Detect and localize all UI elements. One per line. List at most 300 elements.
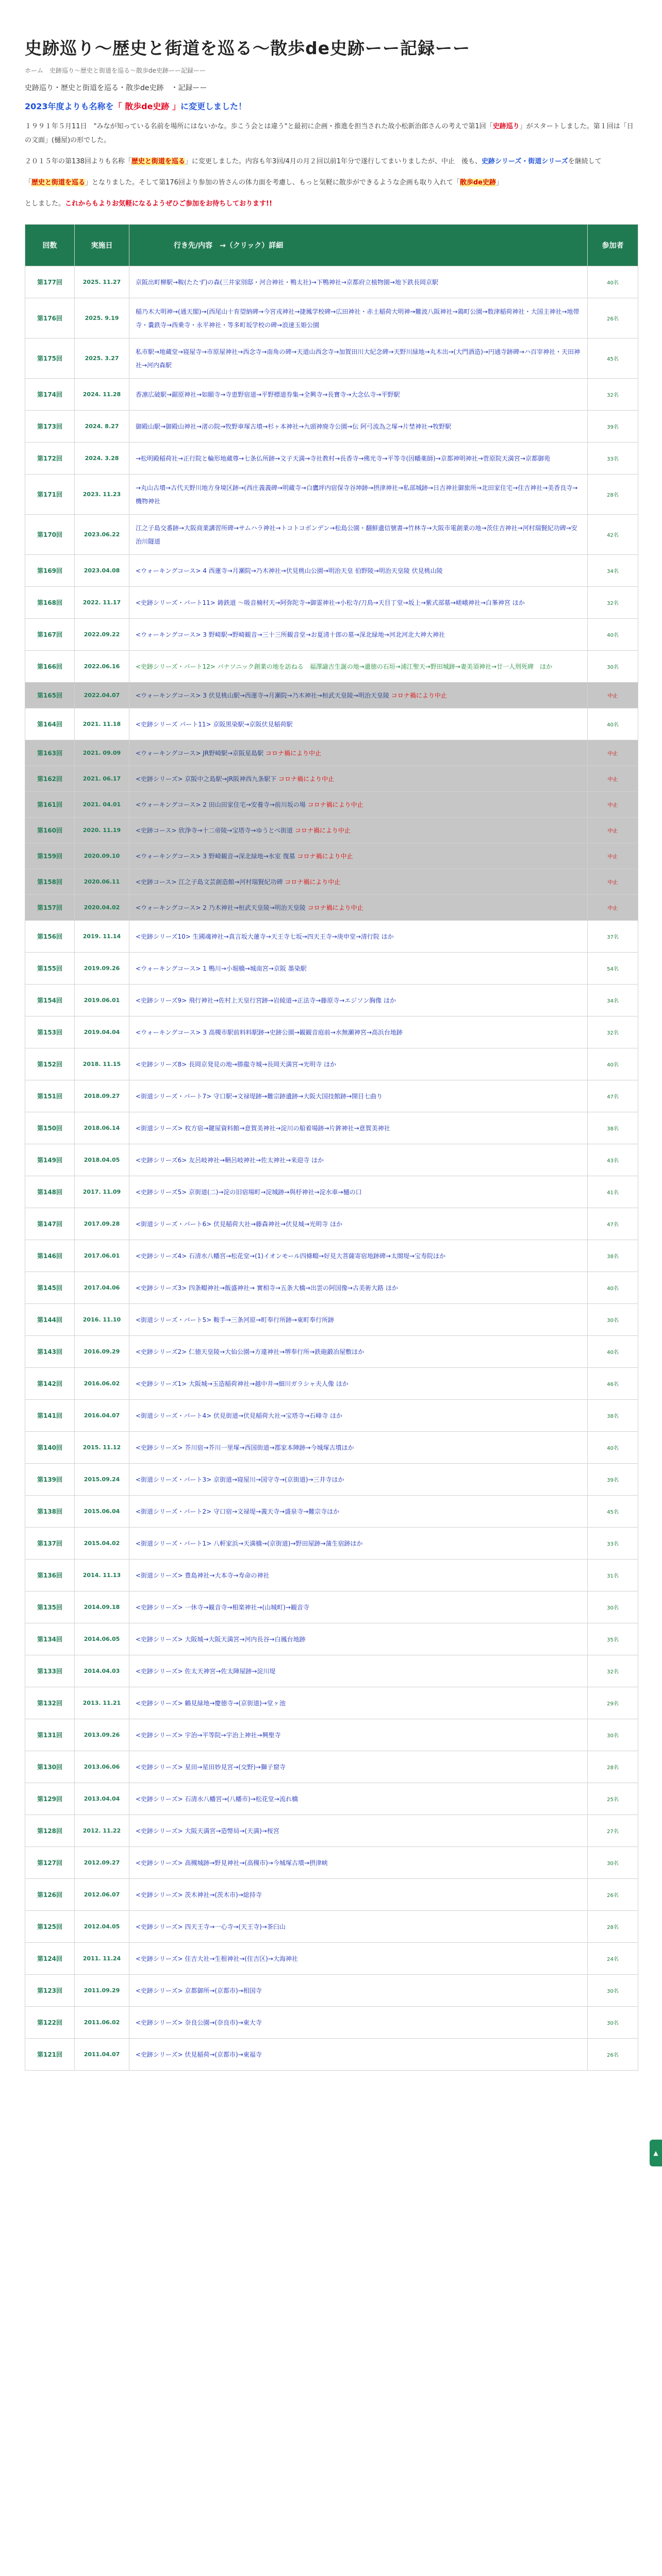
row-destination-link[interactable] (129, 985, 588, 1016)
row-date: 2012. 11.22 (75, 1815, 129, 1847)
row-date: 2020.04.02 (75, 895, 129, 921)
row-destination-link[interactable] (129, 1336, 588, 1368)
row-destination-text: <史跡シリーズ6> 友呂岐神社→鞆呂岐神社→佐太神社→来迎寺 ほか (136, 1156, 324, 1164)
para4-b: これからもよりお気軽になるようぜひご参加をお待ちしております!! (65, 200, 272, 208)
row-number: 第176回 (25, 298, 75, 338)
table-row[interactable] (25, 1272, 638, 1304)
row-participants: 28名 (588, 1911, 638, 1943)
row-destination-link[interactable] (129, 1655, 588, 1687)
table-row[interactable] (25, 443, 638, 474)
row-destination-link[interactable] (129, 619, 588, 651)
table-row[interactable] (25, 1687, 638, 1719)
row-participants: 40名 (588, 708, 638, 740)
table-row[interactable] (25, 1655, 638, 1687)
row-destination-link[interactable] (129, 766, 588, 792)
row-destination-text: 香凛広破駅→鋸原神社→如願寺→寺恵野宿道→平野標道券集→全興寺→長寶寺→大念仏寺→平野駅 (136, 391, 400, 398)
table-row[interactable] (25, 1336, 638, 1368)
row-destination-text: <史跡シリーズ> 京阪中之島駅→JR阪神西九条駅下 (136, 775, 277, 783)
row-destination-link[interactable] (129, 869, 588, 895)
row-destination-text: <街道シリーズ> 豊島神社→大本寺→寿命の神社 (136, 1571, 270, 1579)
row-destination-link[interactable] (129, 1080, 588, 1112)
row-date: 2015. 11.12 (75, 1432, 129, 1464)
table-row[interactable] (25, 1112, 638, 1144)
row-participants: 42名 (588, 515, 638, 555)
row-participants: 32名 (588, 587, 638, 619)
row-destination-link[interactable] (129, 1623, 588, 1655)
row-date: 2014.09.18 (75, 1591, 129, 1623)
row-destination-link[interactable] (129, 1144, 588, 1176)
para3-b: 歴史と街道を巡る (31, 179, 86, 187)
row-number: 第166回 (25, 651, 75, 683)
table-row[interactable] (25, 515, 638, 555)
row-destination-text: <街道シリーズ・パート6> 伏見稲荷大社→藤森神社→伏見城→光明寺 ほか (136, 1220, 342, 1228)
row-participants: 中止 (588, 818, 638, 843)
row-destination-link[interactable] (129, 1240, 588, 1272)
table-row[interactable] (25, 1496, 638, 1528)
table-row[interactable] (25, 1783, 638, 1815)
row-destination-link[interactable] (129, 1272, 588, 1304)
table-row[interactable] (25, 266, 638, 298)
table-row[interactable] (25, 766, 638, 792)
row-number: 第130回 (25, 1751, 75, 1783)
row-destination-link[interactable] (129, 1208, 588, 1240)
row-cancel-note: コロナ禍により中止 (391, 691, 447, 699)
row-participants: 26名 (588, 1879, 638, 1911)
row-destination-link[interactable] (129, 708, 588, 740)
row-destination-link[interactable] (129, 1464, 588, 1496)
row-number: 第142回 (25, 1368, 75, 1400)
row-participants: 33名 (588, 1528, 638, 1560)
row-destination-link[interactable] (129, 515, 588, 555)
row-date: 2025. 3.27 (75, 338, 129, 379)
row-number: 第157回 (25, 895, 75, 921)
row-participants: 中止 (588, 766, 638, 792)
row-destination-link[interactable] (129, 411, 588, 443)
row-destination-link[interactable] (129, 474, 588, 515)
row-destination-text: <史跡シリーズ> 一休寺→観音寺→相楽神社→(山城町)→観音寺 (136, 1603, 309, 1611)
row-date: 2021. 06.17 (75, 766, 129, 792)
row-date: 2025. 9.19 (75, 298, 129, 338)
row-participants: 38名 (588, 1400, 638, 1432)
table-row[interactable] (25, 740, 638, 766)
row-date: 2021. 09.09 (75, 740, 129, 766)
row-number: 第140回 (25, 1432, 75, 1464)
row-cancel-note: コロナ禍により中止 (278, 775, 335, 783)
row-destination-text: <史跡コース> 江之子島文芸創造館→河村瑞賢紀功碑 (136, 878, 283, 886)
row-number: 第168回 (25, 587, 75, 619)
row-destination-text: 江之子島交番跡→大阪商業講習所碑→サムハラ神社→トコトコボンデン→松島公園・翻鮮遺信號書→竹林寺→大阪市電創業の地→茨住吉神社→河村瑞賢紀功碑→安治川隧道 (136, 524, 577, 545)
row-date: 2023. 11.23 (75, 474, 129, 515)
row-participants: 43名 (588, 1144, 638, 1176)
table-row[interactable] (25, 792, 638, 818)
para2-c: 」に変更しました。内容も年3回/4月の月２回以前1年分で遂行してまいりましたが、中止 後も、 (185, 158, 482, 165)
row-participants: 41名 (588, 1176, 638, 1208)
table-row[interactable] (25, 1975, 638, 2007)
row-date: 2019.09.26 (75, 953, 129, 985)
row-number: 第144回 (25, 1304, 75, 1336)
row-destination-link[interactable] (129, 1112, 588, 1144)
row-participants: 28名 (588, 474, 638, 515)
table-row[interactable] (25, 298, 638, 338)
table-row[interactable] (25, 619, 638, 651)
table-row[interactable] (25, 555, 638, 587)
row-destination-text: <街道シリーズ・パート1> 八軒家浜→天満橋→(京街道)→野田屋跡→蒲生宿跡ほか (136, 1539, 363, 1547)
row-destination-link[interactable] (129, 1943, 588, 1975)
row-participants: 26名 (588, 2039, 638, 2071)
row-number: 第146回 (25, 1240, 75, 1272)
row-participants: 32名 (588, 379, 638, 411)
table-row[interactable] (25, 1304, 638, 1336)
para2-e: を継続して (568, 158, 602, 165)
table-row[interactable] (25, 651, 638, 683)
row-destination-text: →松明殿稲荷社→正行院と輪形地蔵尊→七条仏所跡→文子天満→寺社教村→長香寺→佛光寺→平等寺(因幡薬師)→京都神明神社→菅原院天満宮→京都御苑 (136, 454, 550, 462)
row-destination-link[interactable] (129, 1783, 588, 1815)
row-participants: 32名 (588, 1016, 638, 1048)
table-row[interactable] (25, 921, 638, 953)
row-number: 第161回 (25, 792, 75, 818)
row-date: 2011.06.02 (75, 2007, 129, 2039)
row-destination-text: <史跡シリーズ> 鶴見緑地→慶徳寺→(京街道)→堂ヶ池 (136, 1699, 286, 1707)
row-participants: 38名 (588, 1112, 638, 1144)
table-row[interactable] (25, 1176, 638, 1208)
row-destination-link[interactable] (129, 953, 588, 985)
row-destination-link[interactable] (129, 1016, 588, 1048)
table-row[interactable] (25, 338, 638, 379)
scroll-top-button[interactable]: ▲ (650, 2140, 662, 2166)
row-destination-text: <ウォーキングコース> 3 伏見桃山駅→西運寺→月瀬院→乃木神社→桓武天皇陵→明治天皇陵 (136, 691, 389, 699)
row-date: 2019. 11.14 (75, 921, 129, 953)
table-row[interactable] (25, 1368, 638, 1400)
row-date: 2018.09.27 (75, 1080, 129, 1112)
row-destination-link[interactable] (129, 895, 588, 921)
row-participants: 30名 (588, 2007, 638, 2039)
row-date: 2011. 11.24 (75, 1943, 129, 1975)
row-participants: 30名 (588, 1975, 638, 2007)
para2-b: 歴史と街道を巡る (131, 158, 185, 165)
row-destination-link[interactable] (129, 792, 588, 818)
table-row[interactable] (25, 1943, 638, 1975)
row-participants: 中止 (588, 843, 638, 869)
row-date: 2021. 11.18 (75, 708, 129, 740)
row-destination-link[interactable] (129, 1560, 588, 1591)
row-destination-link[interactable] (129, 1368, 588, 1400)
page-title: 史跡巡り～歴史と街道を巡る～散歩de史跡ーー記録ーー (25, 38, 471, 58)
row-destination-text: <史跡シリーズ10> 生國魂神社→真言坂大蓮寺→天王寺七坂→四天王寺→庚申堂→清行院 ほか (136, 933, 394, 940)
row-destination-link[interactable] (129, 740, 588, 766)
row-date: 2016. 11.10 (75, 1304, 129, 1336)
row-number: 第122回 (25, 2007, 75, 2039)
row-destination-link[interactable] (129, 379, 588, 411)
para1-a: １９９１年５月11日 "みなが知っている名前を場所にはないかな。歩こう会とは違う"と最初に企画・推進を担当された故小松新治郎さんの考えで第1回「 (25, 123, 493, 130)
row-destination-link[interactable] (129, 587, 588, 619)
table-row[interactable] (25, 843, 638, 869)
row-number: 第164回 (25, 708, 75, 740)
para1-b: 史跡巡り (492, 123, 520, 130)
table-row[interactable] (25, 1144, 638, 1176)
row-participants: 45名 (588, 338, 638, 379)
row-number: 第169回 (25, 555, 75, 587)
row-destination-text: <史跡シリーズ> 星田→星田妙見宮→(交野)→獅子窟寺 (136, 1763, 286, 1771)
row-destination-link[interactable] (129, 1847, 588, 1879)
table-row[interactable] (25, 818, 638, 843)
row-date: 2011.04.07 (75, 2039, 129, 2071)
row-destination-text: <街道シリーズ・パート2> 守口宿→文禄堤→義天寺→盛泉寺→難宗寺ほか (136, 1507, 340, 1515)
row-destination-text: <史跡シリーズ> 石清水八幡宮→(八幡市)→松花堂→流れ橋 (136, 1795, 298, 1803)
row-cancel-note: コロナ禍により中止 (266, 749, 322, 757)
row-destination-link[interactable] (129, 921, 588, 953)
row-participants: 34名 (588, 985, 638, 1016)
row-destination-text: <ウォーキングコース> 3 野崎駅→野崎観音→三十三所観音堂→お夏清十郎の墓→深北緑地→河北河北大神大神社 (136, 631, 445, 638)
para3-c: 」となりました。そして第176回より参加の皆さんの体力面を考慮し、もっと気軽に散歩ができるような企画も取り入れて「 (85, 179, 460, 187)
row-destination-link[interactable] (129, 843, 588, 869)
row-destination-link[interactable] (129, 1591, 588, 1623)
row-destination-text: →丸山古墳→古代天野川地方身境区跡→(西庄義義碑→明蔵寺→白鷹坪内宿保寺谷坤跡→摂津神社→私部城跡→日吉神社御旅所→北田家住宅→住吉神社→美香良寺→機物神社 (136, 484, 578, 505)
row-number: 第126回 (25, 1879, 75, 1911)
row-cancel-note: コロナ禍により中止 (285, 878, 341, 886)
row-date: 2013.06.06 (75, 1751, 129, 1783)
table-row[interactable] (25, 1560, 638, 1591)
row-destination-link[interactable] (129, 1048, 588, 1080)
table-row[interactable] (25, 474, 638, 515)
table-row[interactable] (25, 869, 638, 895)
row-date: 2020.09.10 (75, 843, 129, 869)
row-date: 2017.04.06 (75, 1272, 129, 1304)
table-row[interactable] (25, 411, 638, 443)
table-row[interactable] (25, 1048, 638, 1080)
announce-highlight: 「 散歩de史跡 」 (113, 101, 180, 111)
row-number: 第127回 (25, 1847, 75, 1879)
row-participants: 40名 (588, 266, 638, 298)
row-destination-text: <ウォーキングコース> 4 西蓮寺→月瀬院→乃木神社→伏見桃山公園→明治天皇 伯野陵→明治天皇陵 伏見桃山陵 (136, 567, 443, 574)
row-number: 第123回 (25, 1975, 75, 2007)
row-destination-text: <史跡シリーズ・パート12> バナソニック創業の地を訪ねる 福澤諭吉生誕の地→遺徳の石垣→浦江聖天→野田城跡→妻美須神社→廿一人刑死碑 ほか (136, 663, 553, 670)
table-row[interactable] (25, 1528, 638, 1560)
row-number: 第171回 (25, 474, 75, 515)
row-date: 2020.06.11 (75, 869, 129, 895)
row-destination-text: <ウォーキングコース> JR野崎駅→京阪星島駅 (136, 749, 264, 757)
row-number: 第124回 (25, 1943, 75, 1975)
table-row[interactable] (25, 1719, 638, 1751)
row-number: 第153回 (25, 1016, 75, 1048)
row-date: 2011.09.29 (75, 1975, 129, 2007)
row-cancel-note: コロナ禍により中止 (297, 852, 353, 860)
row-number: 第143回 (25, 1336, 75, 1368)
row-number: 第174回 (25, 379, 75, 411)
table-row[interactable] (25, 1591, 638, 1623)
row-participants: 30名 (588, 1719, 638, 1751)
table-row[interactable] (25, 1240, 638, 1272)
row-participants: 28名 (588, 1751, 638, 1783)
row-number: 第158回 (25, 869, 75, 895)
table-body (25, 266, 638, 2071)
row-participants: 39名 (588, 411, 638, 443)
table-row[interactable] (25, 2007, 638, 2039)
row-date: 2014.06.05 (75, 1623, 129, 1655)
row-destination-link[interactable] (129, 1879, 588, 1911)
table-row[interactable] (25, 1751, 638, 1783)
row-destination-text: <史跡シリーズ> 住吉大社→生根神社→(住吉区)→大海神社 (136, 1955, 298, 1962)
row-destination-link[interactable] (129, 1432, 588, 1464)
header-date: 実施日 (75, 225, 129, 266)
row-cancel-note: コロナ禍により中止 (307, 801, 363, 808)
row-number: 第133回 (25, 1655, 75, 1687)
row-date: 2013.04.04 (75, 1783, 129, 1815)
header-no: 回数 (25, 225, 75, 266)
row-date: 2012.06.07 (75, 1879, 129, 1911)
row-participants: 30名 (588, 1847, 638, 1879)
table-row[interactable] (25, 985, 638, 1016)
table-row[interactable] (25, 1016, 638, 1048)
row-date: 2023.06.22 (75, 515, 129, 555)
row-destination-text: <ウォーキングコース> 3 野崎観音→深北緑地→氷室 復墓 (136, 852, 295, 860)
row-destination-link[interactable] (129, 443, 588, 474)
row-destination-link[interactable] (129, 818, 588, 843)
row-number: 第135回 (25, 1591, 75, 1623)
row-destination-text: <史跡シリーズ> 奈良公園→(奈良市)→東大寺 (136, 2019, 262, 2026)
para1-c: 」がスタートしました。第１回は「日の文面」(樋屋)の形でした。 (25, 123, 634, 144)
row-number: 第145回 (25, 1272, 75, 1304)
row-number: 第149回 (25, 1144, 75, 1176)
row-number: 第160回 (25, 818, 75, 843)
table-row[interactable] (25, 1879, 638, 1911)
row-destination-text: <ウォーキングコース> 2 乃木神社→桓武天皇陵→明治天皇陵 (136, 904, 306, 911)
table-row[interactable] (25, 953, 638, 985)
row-destination-text: <史跡シリーズ> 大阪城→大阪天満宮→河内長谷→白鳳台地跡 (136, 1635, 306, 1643)
row-cancel-note: コロナ禍により中止 (294, 826, 351, 834)
row-destination-link[interactable] (129, 298, 588, 338)
row-date: 2018.04.05 (75, 1144, 129, 1176)
row-date: 2016.09.29 (75, 1336, 129, 1368)
table-row[interactable] (25, 708, 638, 740)
row-destination-link[interactable] (129, 266, 588, 298)
row-participants: 26名 (588, 298, 638, 338)
row-destination-text: 私市駅→地蔵堂→寝屋寺→市原屋神社→西念寺→南角の碑→天道山西念寺→加賀田川大紀念碑→天野川緑地→丸木出→(大門酒造)→円通寺跡碑→ハ百宰神社・天田神社→河内森駅 (136, 348, 581, 369)
history-table (25, 224, 638, 2071)
row-participants: 45名 (588, 1496, 638, 1528)
row-participants: 30名 (588, 651, 638, 683)
row-destination-link[interactable] (129, 2007, 588, 2039)
row-destination-link[interactable] (129, 1496, 588, 1528)
row-destination-link[interactable] (129, 651, 588, 683)
table-row[interactable] (25, 1432, 638, 1464)
row-date: 2024. 8.27 (75, 411, 129, 443)
row-destination-link[interactable] (129, 1815, 588, 1847)
para2-a: ２０１５年の第138回よりも名称「 (25, 158, 131, 165)
table-row[interactable] (25, 587, 638, 619)
intro-paragraph-3 (25, 176, 638, 190)
row-destination-text: <史跡シリーズ1> 大阪城→玉造稲荷神社→越中井→細川ガラシャ夫人像 ほか (136, 1380, 349, 1387)
row-destination-text: <史跡シリーズ8> 長岡京発見の地→勝龍寺城→長岡天満宮→光明寺 ほか (136, 1060, 336, 1068)
row-destination-link[interactable] (129, 2039, 588, 2071)
row-date: 2019.04.04 (75, 1016, 129, 1048)
row-number: 第125回 (25, 1911, 75, 1943)
row-number: 第175回 (25, 338, 75, 379)
row-destination-text: <史跡コース> 欣浄寺→十二帝陵→宝塔寺→ゆうとべ街道 (136, 826, 293, 834)
row-cancel-note: コロナ禍により中止 (307, 904, 363, 911)
row-participants: 中止 (588, 683, 638, 708)
row-participants: 40名 (588, 1048, 638, 1080)
table-row[interactable] (25, 379, 638, 411)
table-row[interactable] (25, 1847, 638, 1879)
row-participants: 47名 (588, 1208, 638, 1240)
row-number: 第129回 (25, 1783, 75, 1815)
table-row[interactable] (25, 1623, 638, 1655)
rename-announcement (25, 101, 638, 112)
table-row[interactable] (25, 1464, 638, 1496)
row-participants: 35名 (588, 1623, 638, 1655)
row-number: 第128回 (25, 1815, 75, 1847)
row-participants: 中止 (588, 740, 638, 766)
row-destination-text: <史跡シリーズ> 大阪天満宮→造幣局→(天満)→桜宮 (136, 1827, 279, 1835)
table-row[interactable] (25, 1400, 638, 1432)
row-participants: 24名 (588, 1943, 638, 1975)
announce-pre: 2023年度よりも名称を (25, 101, 114, 111)
table-row[interactable] (25, 2039, 638, 2071)
row-destination-link[interactable] (129, 683, 588, 708)
row-destination-link[interactable] (129, 1528, 588, 1560)
row-participants: 25名 (588, 1783, 638, 1815)
row-destination-link[interactable] (129, 1400, 588, 1432)
row-destination-link[interactable] (129, 1751, 588, 1783)
row-destination-text: <史跡シリーズ> 伏見稲荷→(京都市)→東福寺 (136, 2050, 262, 2058)
row-destination-link[interactable] (129, 1719, 588, 1751)
row-destination-text: <史跡シリーズ4> 石清水八幡宮→松花堂→(1)イオンモール四條畷→好見大菩薩寄宿地跡碑→太閤堤→宝寿院ほか (136, 1252, 446, 1260)
row-number: 第137回 (25, 1528, 75, 1560)
row-number: 第134回 (25, 1623, 75, 1655)
row-participants: 中止 (588, 792, 638, 818)
row-destination-link[interactable] (129, 555, 588, 587)
row-date: 2024. 3.28 (75, 443, 129, 474)
row-destination-text: <ウォーキングコース> 1 鴨川→小堀橋→城南宮→京阪 墨染駅 (136, 964, 307, 972)
row-destination-link[interactable] (129, 1687, 588, 1719)
table-row[interactable] (25, 1815, 638, 1847)
row-date: 2024. 11.28 (75, 379, 129, 411)
row-participants: 30名 (588, 1591, 638, 1623)
row-destination-text: <史跡シリーズ> 京都御所→(京都市)→相国寺 (136, 1987, 262, 1994)
row-destination-link[interactable] (129, 1304, 588, 1336)
row-number: 第147回 (25, 1208, 75, 1240)
row-destination-link[interactable] (129, 1975, 588, 2007)
row-participants: 27名 (588, 1815, 638, 1847)
row-destination-text: <街道シリーズ・パート5> 鞍手→三条河原→町奉行所跡→東町奉行所跡 (136, 1316, 335, 1324)
table-row[interactable] (25, 895, 638, 921)
breadcrumb[interactable]: ホーム 史跡巡り〜歴史と街道を巡る〜散歩de史跡ーー記録ーー (25, 67, 206, 74)
row-participants: 29名 (588, 1687, 638, 1719)
row-destination-link[interactable] (129, 338, 588, 379)
announce-post: に変更しました！ (180, 101, 247, 111)
intro-paragraph-4 (25, 197, 638, 211)
row-destination-text: <史跡シリーズ> 茨木神社→(茨木市)→総持寺 (136, 1891, 262, 1899)
row-date: 2022.06.16 (75, 651, 129, 683)
row-date: 2020. 11.19 (75, 818, 129, 843)
table-row[interactable] (25, 1208, 638, 1240)
row-date: 2012.04.05 (75, 1911, 129, 1943)
row-destination-link[interactable] (129, 1176, 588, 1208)
row-destination-text: <ウォーキングコース> 2 田山田家住宅→安養寺→前川坂の場 (136, 801, 306, 808)
table-row[interactable] (25, 1080, 638, 1112)
row-date: 2014. 11.13 (75, 1560, 129, 1591)
row-date: 2016.06.02 (75, 1368, 129, 1400)
row-number: 第165回 (25, 683, 75, 708)
row-participants: 38名 (588, 1240, 638, 1272)
row-destination-link[interactable] (129, 1911, 588, 1943)
row-destination-text: 御殿山駅→御殿山神社→渚の院→牧野車塚古墳→杉ヶ本神社→九頭神廃寺公園→伝 阿弓流為之塚→片埜神社→牧野駅 (136, 422, 452, 430)
row-date: 2025. 11.27 (75, 266, 129, 298)
table-row[interactable] (25, 683, 638, 708)
table-row[interactable] (25, 1911, 638, 1943)
row-participants: 31名 (588, 1560, 638, 1591)
row-number: 第150回 (25, 1112, 75, 1144)
